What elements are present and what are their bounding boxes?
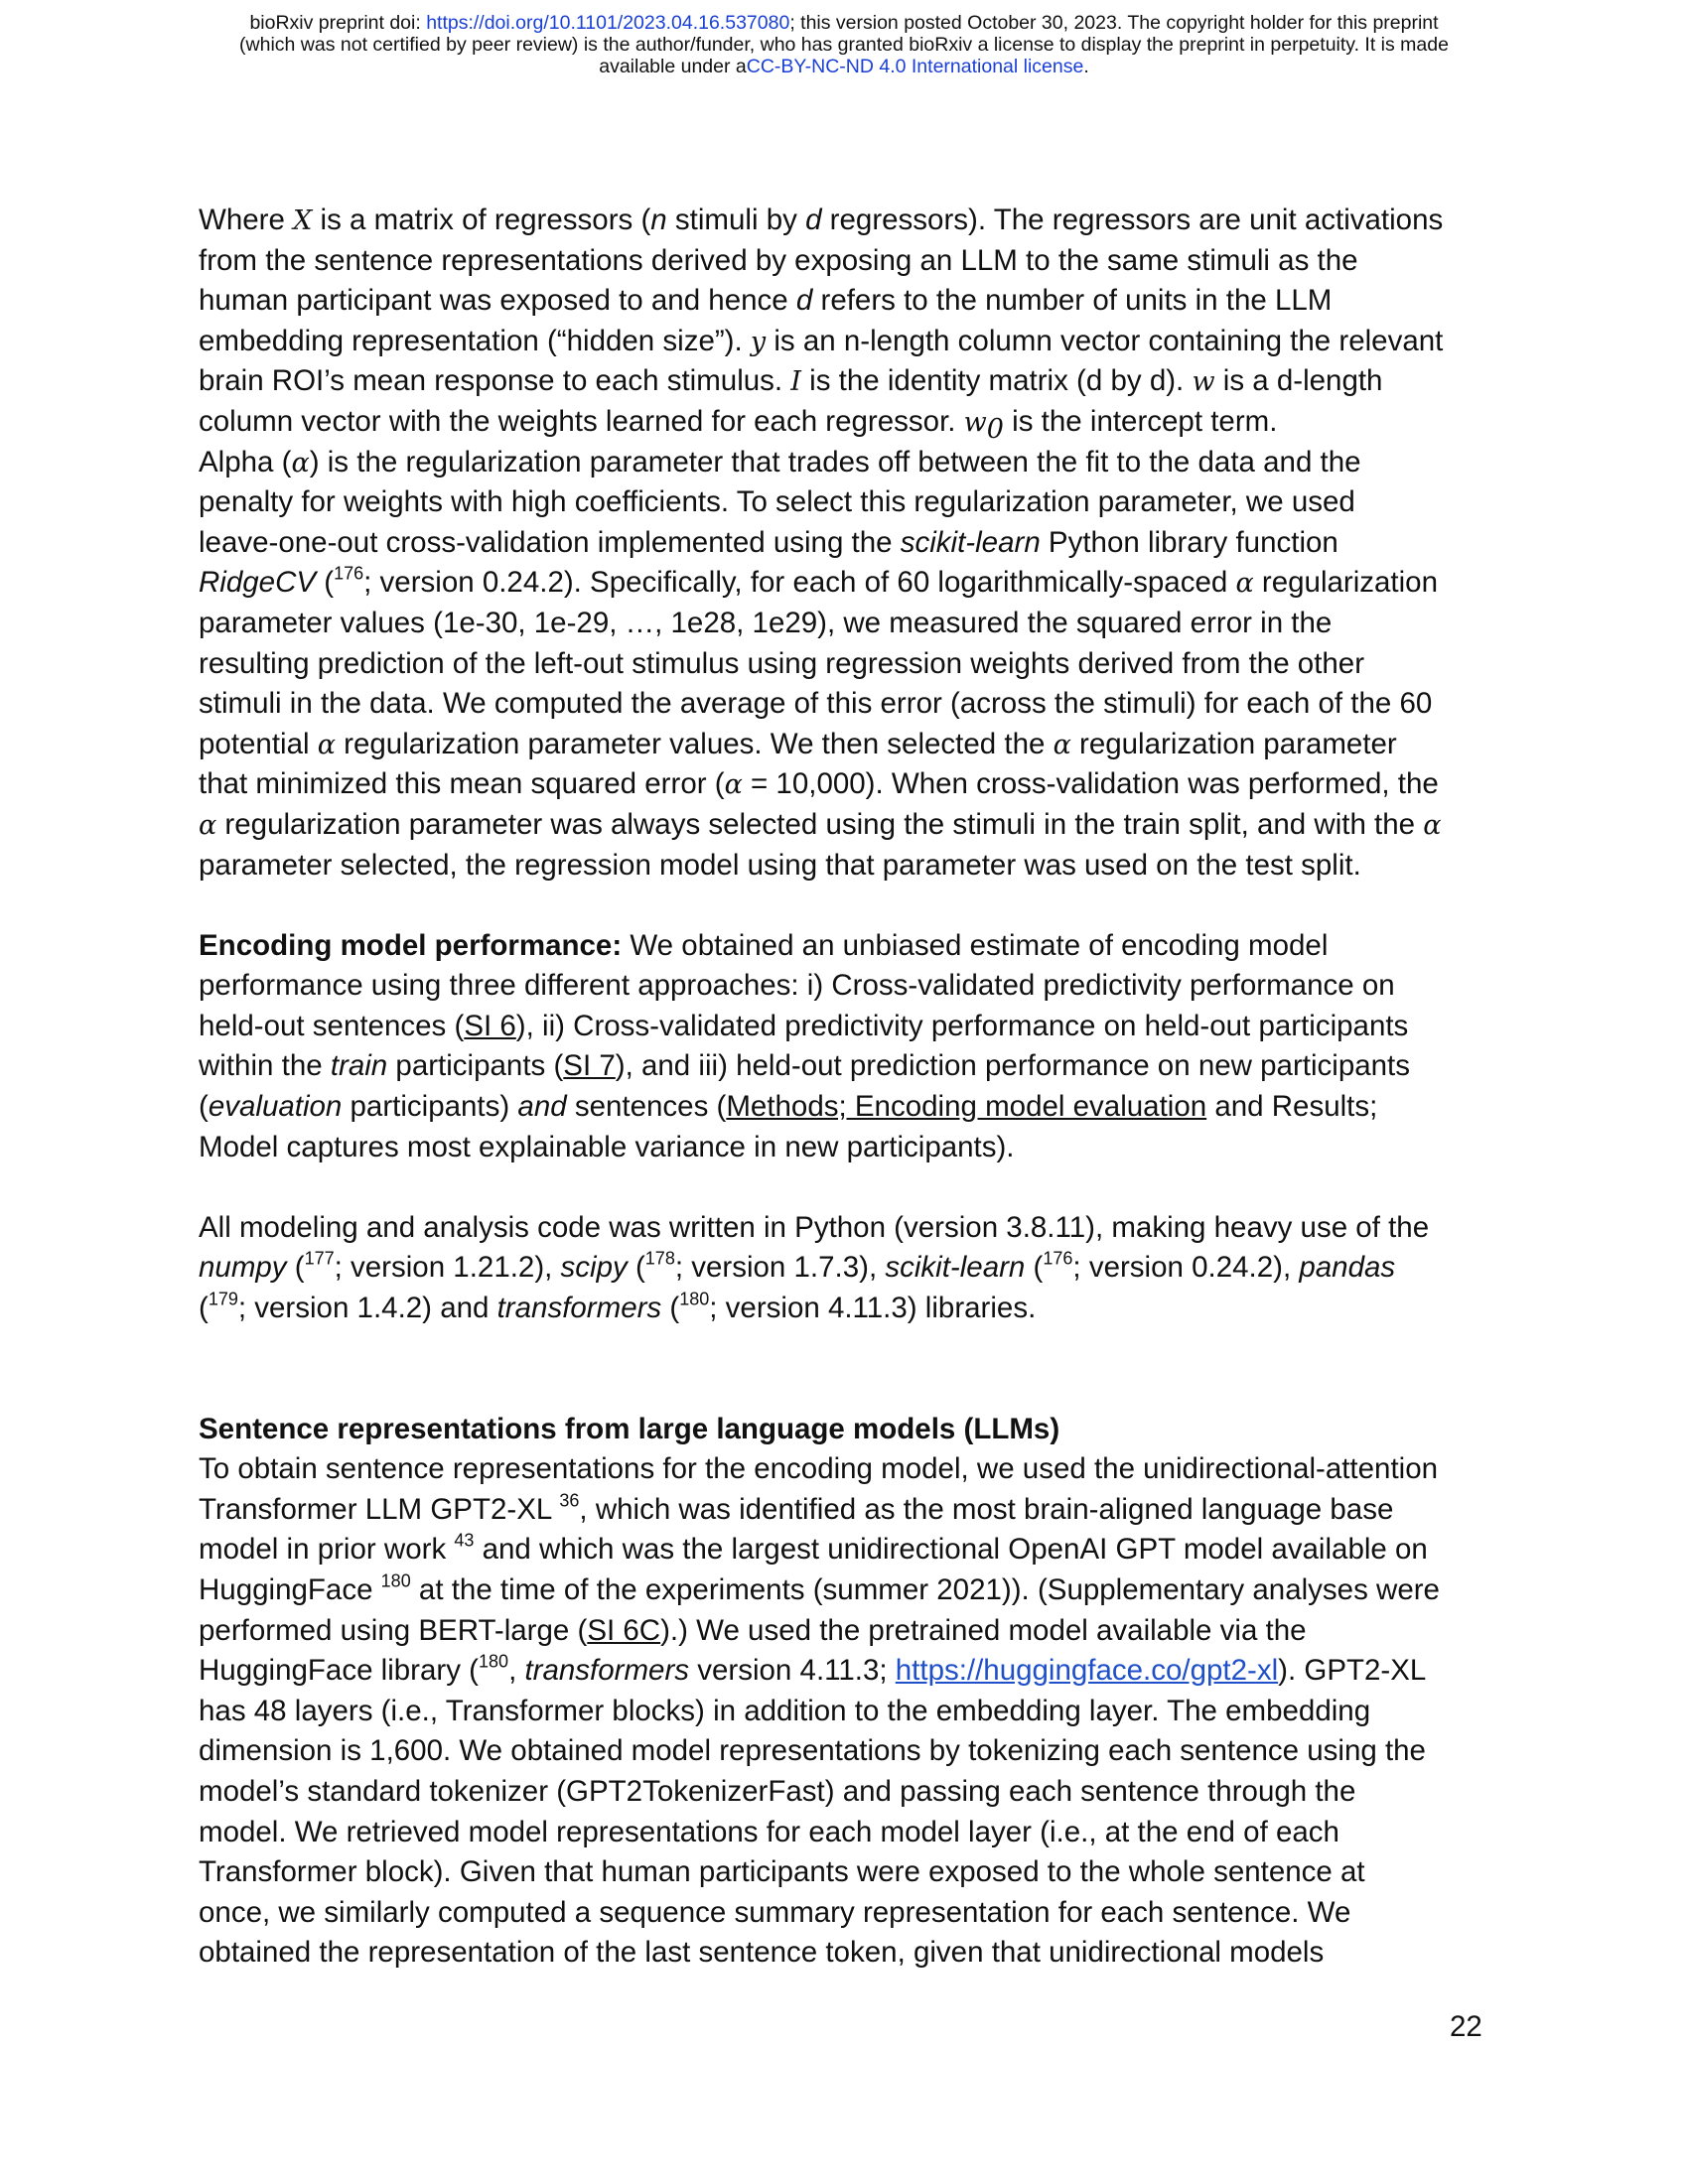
preprint-header	[0, 12, 1688, 77]
section-spacer	[199, 1329, 1489, 1410]
text-line: obtained the representation of the last sentence token, given that unidirectional models	[199, 1936, 1325, 1970]
license-link[interactable]: CC-BY-NC-ND 4.0 International license	[746, 56, 1084, 77]
header-line-2: (which was not certified by peer review) is the author/funder, who has granted bioRxiv a license to display the preprint in perpetuity. It is made	[239, 34, 1449, 56]
text-line: model. We retrieved model representations for each model layer (i.e., at the end of each	[199, 1815, 1339, 1848]
text-line: held-out sentences (SI 6), ii) Cross-validated predictivity performance on held-out participants	[199, 1009, 1409, 1042]
text-line: Transformer LLM GPT2-XL $^{36}$, which was identified as the most brain-aligned language base	[199, 1490, 1394, 1526]
text-line: α regularization parameter was always selected using the stimuli in the train split, and with the α	[199, 807, 1442, 841]
citation: 176	[334, 563, 364, 584]
text-line: that minimized this mean squared error (α = 10,000). When cross-validation was performed, the	[199, 767, 1439, 801]
text-line: potential α regularization parameter values. We then selected the α regularization parameter	[199, 727, 1397, 760]
header-line-1: bioRxiv preprint doi: https://doi.org/10.1101/2023.04.16.537080; this version posted October 30, 2023. The copyright holder for this preprint	[249, 12, 1439, 34]
huggingface-url-link[interactable]: https://huggingface.co/gpt2-xl	[895, 1654, 1279, 1688]
text-line: HuggingFace library ($^{180}$, transformers version 4.11.3; https://huggingface.co/gpt2-xl). GPT2-XL	[199, 1651, 1427, 1688]
text-line: from the sentence representations derived by exposing an LLM to the same stimuli as the	[199, 243, 1358, 277]
text-line: numpy ($^{177}$; version 1.21.2), scipy ($^{178}$; version 1.7.3), scikit-learn ($^{176}$; version 0.24.2), pandas	[199, 1248, 1396, 1285]
page-number: 22	[1450, 2010, 1482, 2043]
paragraph-spacer	[199, 886, 1489, 926]
si-6-link[interactable]: SI 6	[464, 1009, 516, 1042]
text-line: Encoding model performance: We obtained an unbiased estimate of encoding model	[199, 928, 1329, 962]
text-line: penalty for weights with high coefficients. To select this regularization parameter, we used	[199, 485, 1355, 519]
paragraph-regressors	[199, 201, 1489, 443]
text-line: brain ROI’s mean response to each stimulus. I is the identity matrix (d by d). w is a d-length	[199, 364, 1383, 398]
paragraph-encoding-performance	[199, 926, 1489, 1168]
text-line: column vector with the weights learned for each regressor. $w_0$ is the intercept term.	[199, 404, 1278, 445]
text-line: Model captures most explainable variance in new participants).	[199, 1130, 1015, 1163]
text-line: leave-one-out cross-validation implemented using the scikit-learn Python library function	[199, 525, 1338, 559]
text-line: has 48 layers (i.e., Transformer blocks) in addition to the embedding layer. The embedding	[199, 1694, 1371, 1727]
paragraph-code-libraries	[199, 1208, 1489, 1329]
text-line: model in prior work $^{43}$ and which was the largest unidirectional OpenAI GPT model available on	[199, 1530, 1428, 1567]
text-line: Where X is a matrix of regressors (n stimuli by d regressors). The regressors are unit activations	[199, 204, 1444, 236]
methods-link[interactable]: Methods; Encoding model evaluation	[726, 1090, 1207, 1124]
paragraph-spacer	[199, 1167, 1489, 1208]
text-line: All modeling and analysis code was written in Python (version 3.8.11), making heavy use of the	[199, 1210, 1430, 1244]
text-line: Alpha (α) is the regularization parameter that trades off between the fit to the data and the	[199, 445, 1361, 478]
si-6c-link[interactable]: SI 6C	[587, 1613, 661, 1647]
section-heading: Sentence representations from large language models (LLMs)	[199, 1412, 1060, 1445]
text-line: HuggingFace $^{180}$ at the time of the experiments (summer 2021)). (Supplementary analyses were	[199, 1570, 1440, 1606]
si-7-link[interactable]: SI 7	[563, 1049, 616, 1083]
text-line: parameter values (1e-30, 1e-29, …, 1e28, 1e29), we measured the squared error in the	[199, 606, 1333, 639]
text-line: resulting prediction of the left-out stimulus using regression weights derived from the other	[199, 646, 1365, 680]
text-line: dimension is 1,600. We obtained model representations by tokenizing each sentence using the	[199, 1734, 1426, 1768]
page-body	[199, 201, 1489, 1974]
text-line: model’s standard tokenizer (GPT2TokenizerFast) and passing each sentence through the	[199, 1774, 1356, 1808]
text-line: within the train participants (SI 7), and iii) held-out prediction performance on new participants	[199, 1049, 1410, 1083]
text-line: human participant was exposed to and hence d refers to the number of units in the LLM	[199, 284, 1333, 318]
text-line: performed using BERT-large (SI 6C).) We used the pretrained model available via the	[199, 1613, 1307, 1647]
text-line: once, we similarly computed a sequence summary representation for each sentence. We	[199, 1895, 1351, 1929]
text-line: performance using three different approaches: i) Cross-validated predictivity performance on	[199, 969, 1395, 1003]
text-line: (evaluation participants) and sentences (Methods; Encoding model evaluation and Results;	[199, 1090, 1378, 1124]
doi-link[interactable]: https://doi.org/10.1101/2023.04.16.537080	[426, 12, 790, 34]
text-line: To obtain sentence representations for the encoding model, we used the unidirectional-attention	[199, 1452, 1439, 1486]
header-line-3: available under aCC-BY-NC-ND 4.0 International license.	[599, 56, 1089, 77]
run-in-heading: Encoding model performance:	[199, 928, 623, 962]
text-line: RidgeCV ($^{176}$; version 0.24.2). Specifically, for each of 60 logarithmically-spaced α regularization	[199, 563, 1438, 600]
text-line: Transformer block). Given that human participants were exposed to the whole sentence at	[199, 1855, 1365, 1889]
paragraph-alpha	[199, 443, 1489, 887]
text-line: stimuli in the data. We computed the average of this error (across the stimuli) for each of the 60	[199, 687, 1433, 721]
text-line: parameter selected, the regression model using that parameter was used on the test split.	[199, 848, 1361, 882]
section-sentence-representations	[199, 1410, 1489, 1974]
text-line: embedding representation (“hidden size”). y is an n-length column vector containing the relevant	[199, 324, 1444, 357]
text-line: ($^{179}$; version 1.4.2) and transformers ($^{180}$; version 4.11.3) libraries.	[199, 1289, 1037, 1325]
